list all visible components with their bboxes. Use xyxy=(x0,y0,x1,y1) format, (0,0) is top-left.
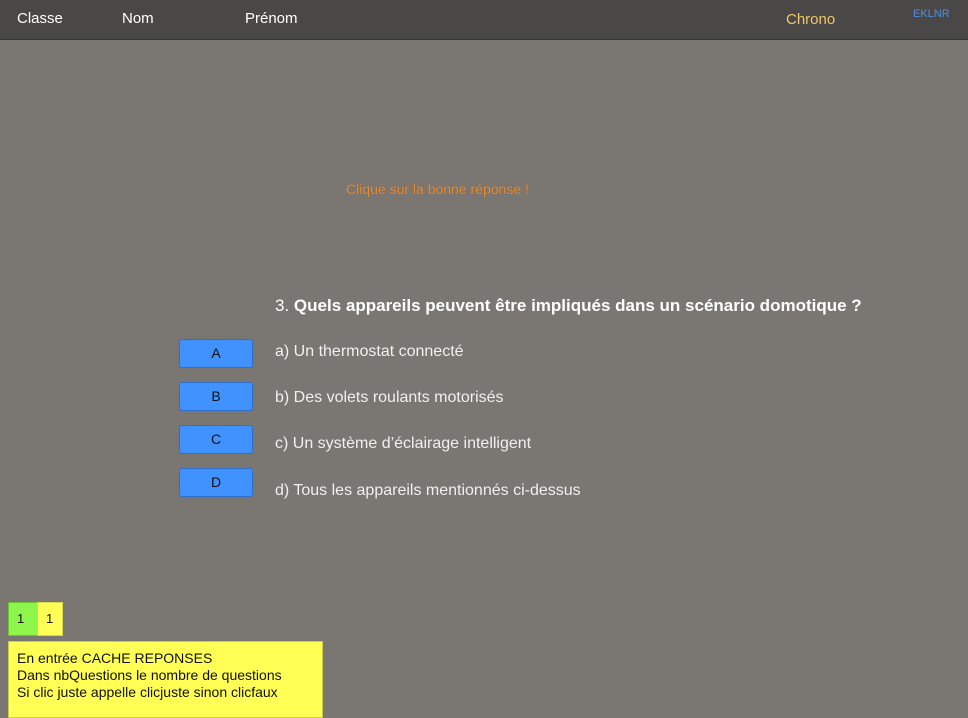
developer-note xyxy=(8,641,323,718)
top-bar xyxy=(0,0,968,40)
nom-label[interactable]: Nom xyxy=(122,10,154,27)
note-line-1: En entrée CACHE REPONSES xyxy=(17,650,213,666)
answer-d-button[interactable]: D xyxy=(179,468,253,497)
note-line-3: Si clic juste appelle clicjuste sinon clicfaux xyxy=(17,684,278,700)
answer-d-text: d) Tous les appareils mentionnés ci-dessus xyxy=(275,482,581,499)
answer-c-text: c) Un système d’éclairage intelligent xyxy=(275,435,532,452)
answer-a-button[interactable]: A xyxy=(179,339,253,368)
question-text: Quels appareils peuvent être impliqués dans un scénario domotique ? xyxy=(293,296,862,315)
note-line-2: Dans nbQuestions le nombre de questions xyxy=(17,667,282,683)
answer-b-button[interactable]: B xyxy=(179,382,253,411)
code-label: EKLNR xyxy=(913,8,950,20)
prenom-label[interactable]: Prénom xyxy=(245,10,298,27)
classe-label[interactable]: Classe xyxy=(17,10,63,27)
chrono-label: Chrono xyxy=(786,11,836,28)
question-number: 3. xyxy=(275,296,290,315)
answer-b-text: b) Des volets roulants motorisés xyxy=(275,389,504,406)
answer-c-button[interactable]: C xyxy=(179,425,253,454)
instruction-text: Clique sur la bonne réponse ! xyxy=(346,181,529,197)
answer-a-text: a) Un thermostat connecté xyxy=(275,343,464,360)
score-counter-yellow: 1 xyxy=(37,602,63,636)
question xyxy=(275,296,862,316)
score-counter-green: 1 xyxy=(8,602,38,636)
